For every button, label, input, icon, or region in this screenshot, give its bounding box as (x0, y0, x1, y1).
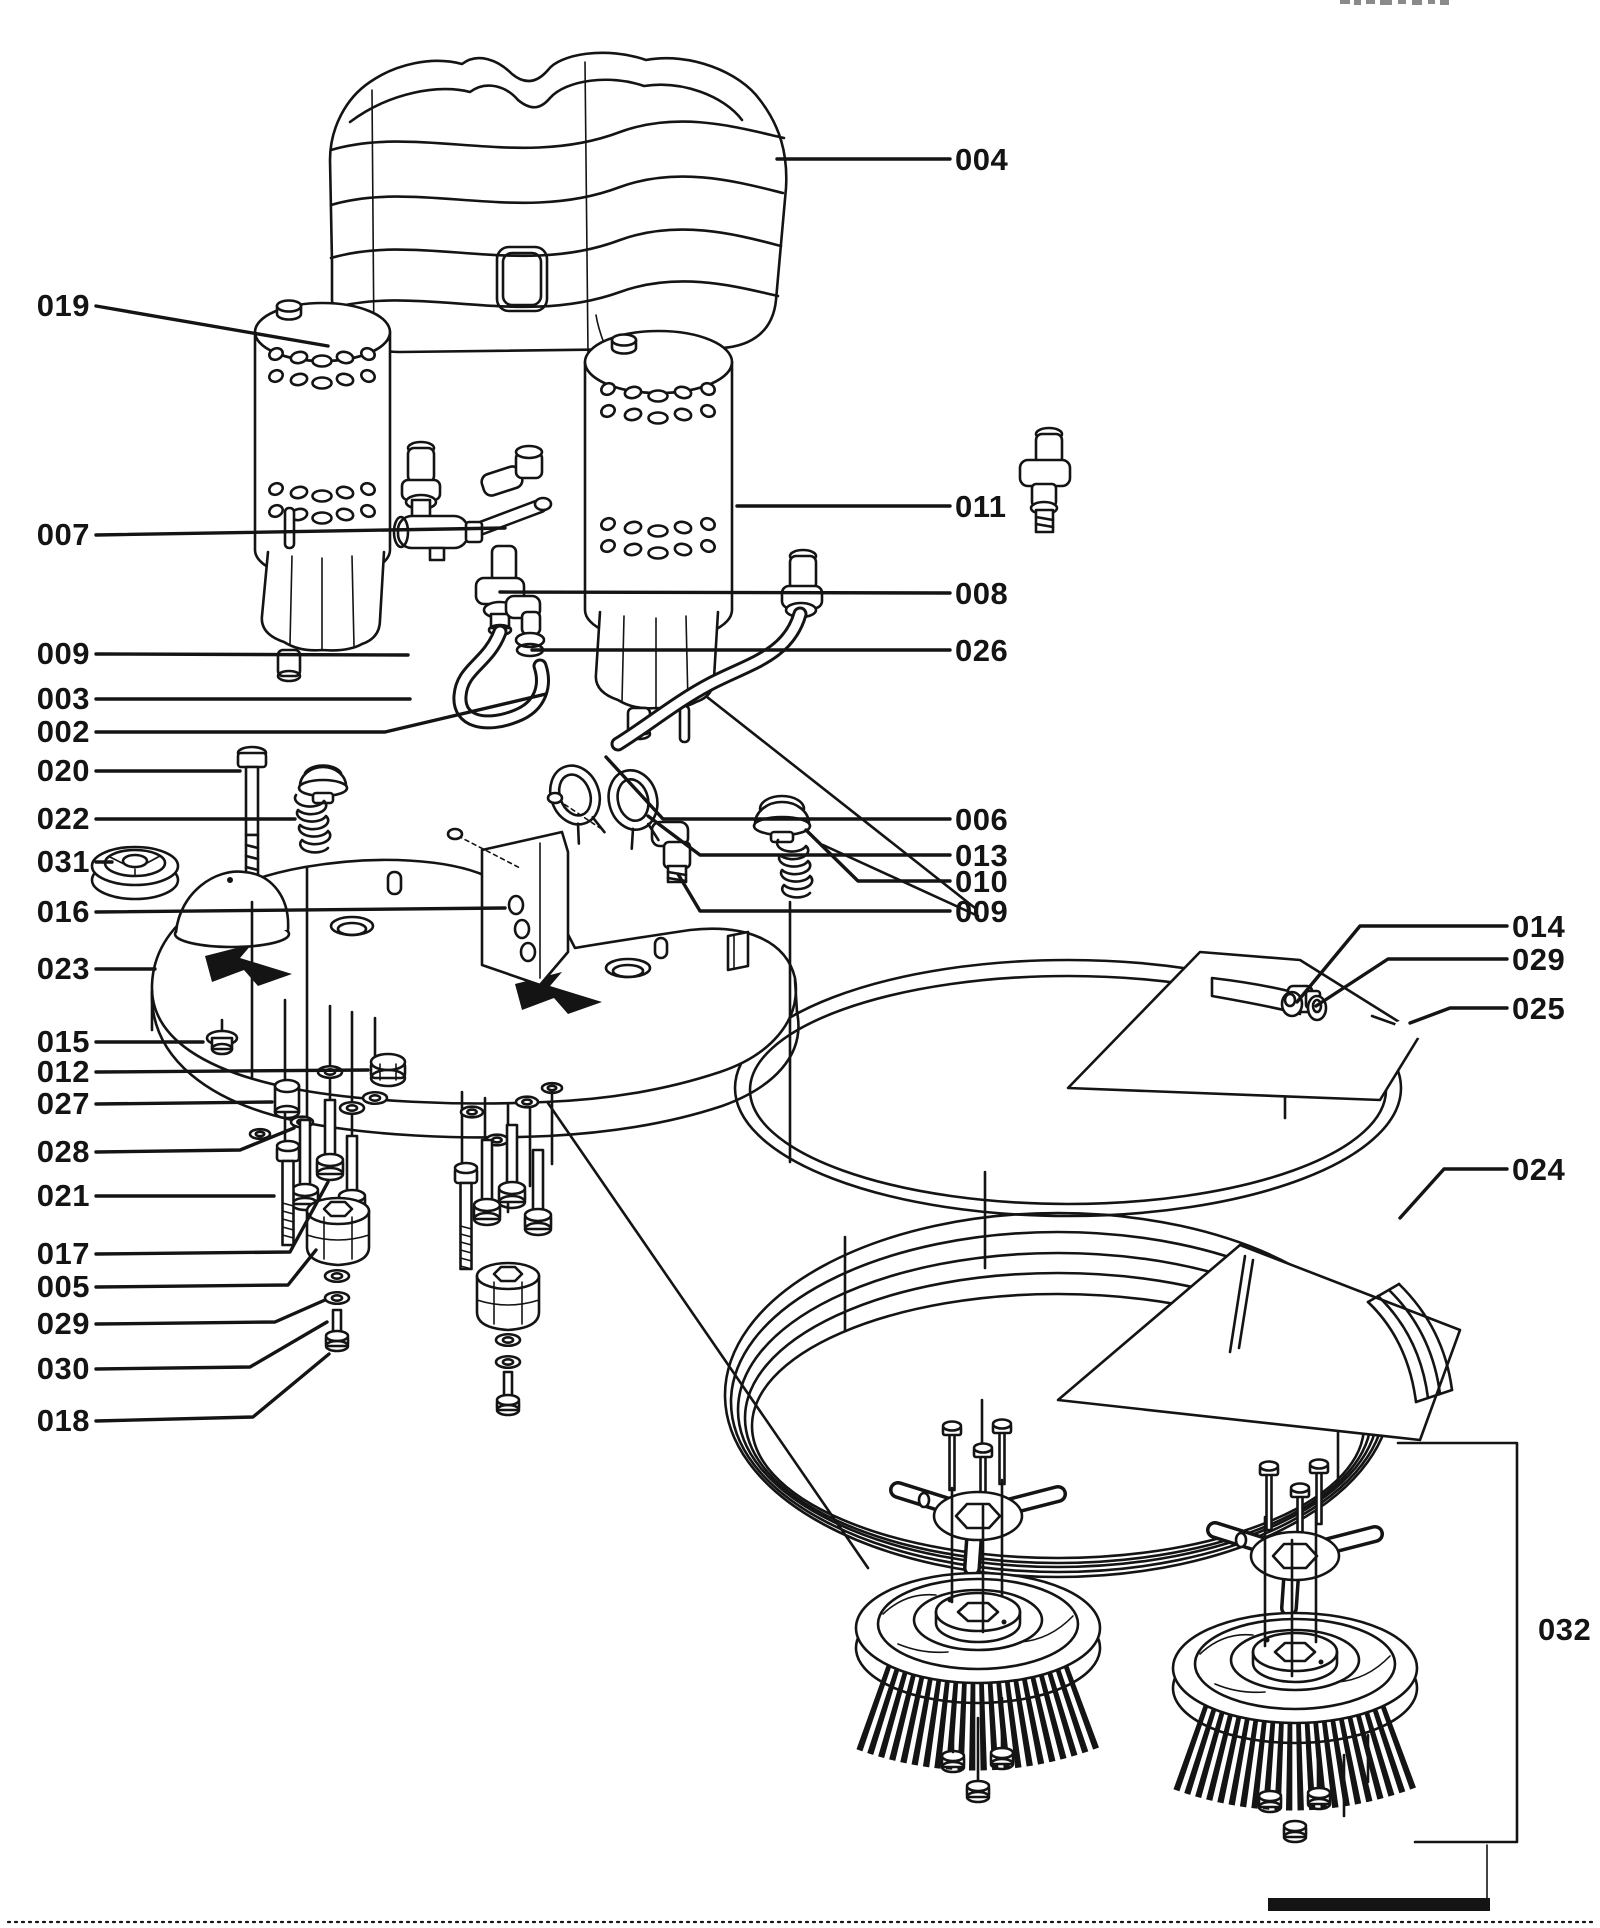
diagram-shape (275, 1080, 299, 1092)
callout-label-026: 026 (955, 633, 1009, 668)
angle-bracket (728, 932, 748, 970)
diagram-shape (326, 1331, 348, 1341)
spring-coil (777, 840, 812, 897)
vent-hole (313, 356, 332, 367)
callout-label-011: 011 (955, 489, 1007, 524)
vent-hole (649, 548, 668, 559)
spring-022 (295, 795, 330, 852)
diagram-shape (1310, 1460, 1328, 1469)
brush-screw-shaft (950, 1434, 955, 1490)
deck-slot (655, 938, 667, 958)
callout-label-030: 030 (36, 1351, 90, 1386)
washer (496, 1356, 520, 1368)
callout-label-020: 020 (36, 753, 90, 788)
skirt-band-024 (725, 1213, 1460, 1577)
callout-leader-012 (96, 1070, 368, 1072)
callout-label-007: 007 (36, 517, 90, 552)
cropped-text-fragment (1340, 0, 1449, 5)
callout-leader-009 (96, 654, 408, 655)
diagram-shape (967, 1781, 989, 1791)
diagram-shape (371, 1054, 405, 1070)
callout-label-024: 024 (1512, 1152, 1566, 1187)
diagram-shape (1284, 1821, 1306, 1831)
vent-hole (649, 413, 668, 424)
callout-label-004: 004 (955, 142, 1009, 177)
bolt-shaft (533, 1150, 543, 1215)
washer (325, 1292, 349, 1304)
motor-cap (277, 301, 301, 320)
diagram-shape (1273, 1544, 1317, 1568)
projection-lines (400, 682, 1338, 1568)
motor-cap (612, 335, 636, 354)
callout-label-023: 023 (36, 951, 90, 986)
bolt-shaft (507, 1125, 517, 1188)
bolt-shaft (325, 1100, 335, 1160)
callout-label-019: 019 (36, 288, 90, 323)
bolt-shaft (482, 1140, 492, 1205)
cap-left (299, 766, 347, 803)
diagram-shape (1260, 1462, 1278, 1471)
elbow-009-right (652, 822, 690, 882)
callout-leader-030 (96, 1322, 327, 1369)
brush-screw-shaft (1267, 1474, 1272, 1530)
diagram-shape (1308, 1788, 1330, 1798)
callout-label-013: 013 (955, 838, 1009, 873)
washer (496, 1334, 520, 1346)
callout-label-009: 009 (36, 636, 90, 671)
callout-leader-025 (1410, 1008, 1507, 1023)
callout-label-015: 015 (36, 1024, 90, 1059)
bracket-032-line (1398, 1443, 1517, 1842)
bolt-shaft (347, 1136, 357, 1196)
diagram-shape (1002, 1620, 1007, 1625)
vent-hole (313, 491, 332, 502)
diagram-shape (525, 1209, 551, 1221)
diagram-shape (497, 1395, 519, 1405)
callout-label-016: 016 (36, 894, 90, 929)
diagram-shape (956, 1504, 1000, 1528)
callout-label-021: 021 (36, 1178, 90, 1213)
callout-label-008: 008 (955, 576, 1009, 611)
callout-label-032: 032 (1538, 1612, 1592, 1647)
callout-leader-005 (96, 1250, 316, 1287)
callout-label-006: 006 (955, 802, 1009, 837)
diagram-shape (474, 1199, 500, 1211)
callout-leader-027 (96, 1102, 272, 1104)
diagram-shape (1319, 1660, 1324, 1665)
spring-right (777, 840, 812, 897)
washer (340, 1102, 364, 1114)
vent-hole (649, 391, 668, 402)
callout-label-025: 025 (1512, 991, 1566, 1026)
diagram-shape (919, 1493, 929, 1507)
callout-label-012: 012 (36, 1054, 90, 1089)
group-bracket-032 (1398, 1443, 1517, 1842)
callout-label-005: 005 (36, 1269, 90, 1304)
vent-hole (649, 526, 668, 537)
callout-label-017: 017 (36, 1236, 90, 1271)
callout-leader-024 (1400, 1169, 1507, 1218)
callout-label-031: 031 (36, 844, 90, 879)
wheel-031 (92, 847, 178, 899)
diagram-shape (991, 1748, 1013, 1758)
vent-hole (313, 378, 332, 389)
washer (325, 1270, 349, 1282)
diagram-shape (1236, 1533, 1246, 1547)
elbow-fitting (480, 446, 542, 498)
brush-screw-shaft (1000, 1432, 1005, 1484)
motor-007 (255, 301, 390, 682)
callout-leader-029 (96, 1300, 325, 1324)
elbow-fitting-right (1020, 428, 1070, 532)
scan-bottom-artifacts (1268, 1845, 1490, 1911)
diagram-shape (1259, 1791, 1281, 1801)
callout-leader-008 (500, 592, 950, 593)
bolt-shaft (300, 1120, 310, 1190)
diagram-shape (974, 1444, 992, 1453)
key-pin (285, 508, 294, 548)
diagram-shape (277, 1141, 299, 1151)
elbow-026 (506, 596, 544, 656)
diagram-shape (292, 1184, 318, 1196)
callout-label-029: 029 (36, 1306, 90, 1341)
diagram-shape (499, 1182, 525, 1194)
hub-hex-hole (958, 1603, 998, 1621)
callout-label-002: 002 (36, 714, 90, 749)
callout-label-018: 018 (36, 1403, 90, 1438)
diagram-shape (455, 1163, 477, 1173)
tie-nut-014 (1282, 992, 1302, 1016)
vent-hole (313, 513, 332, 524)
diagram-shape (1291, 1484, 1309, 1493)
callout-label-003: 003 (36, 681, 90, 716)
callout-label-027: 027 (36, 1086, 90, 1121)
callout-label-014: 014 (1512, 909, 1566, 944)
callout-label-029: 029 (1512, 942, 1566, 977)
callout-label-022: 022 (36, 801, 90, 836)
diagram-shape (317, 1154, 343, 1166)
hub-hex-hole (1275, 1643, 1315, 1661)
motor-foot (262, 552, 384, 681)
washer (363, 1092, 387, 1104)
cover-004 (328, 53, 787, 358)
callout-label-028: 028 (36, 1134, 90, 1169)
callout-leader-018 (96, 1354, 329, 1421)
deck-slot (388, 872, 401, 894)
callout-label-009: 009 (955, 894, 1009, 929)
diagram-shape (943, 1422, 961, 1431)
key-pin (680, 706, 689, 742)
spring-coil (295, 795, 330, 852)
diagram-shape (993, 1420, 1011, 1429)
callout-label-010: 010 (955, 864, 1009, 899)
